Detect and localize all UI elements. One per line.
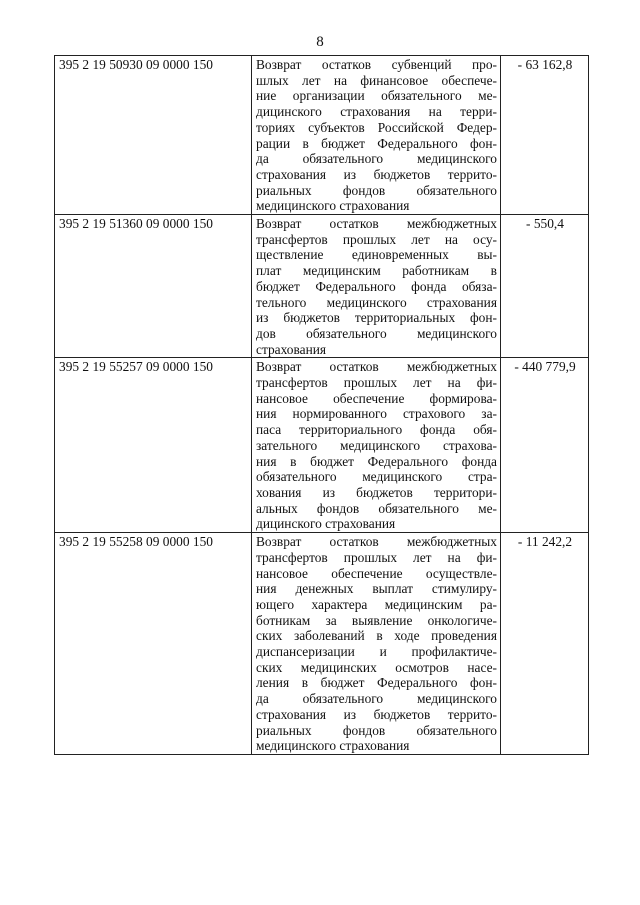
description-line: да обязательного медицинского [256,151,497,167]
table-row [55,358,589,533]
description-cell [252,533,501,755]
description-line: диспансеризации и профилактиче- [256,644,497,660]
description-line: трансфертов прошлых лет на фи- [256,549,497,565]
description-line: дицинского страхования на терри- [256,104,497,120]
amount-cell: - 11 242,2 [501,533,589,755]
description-line: рации в бюджет Федерального фон- [256,135,497,151]
description-line: Возврат остатков субвенций про- [256,57,497,72]
description-line: ских заболеваний в ходе проведения [256,628,497,644]
budget-table-body [55,56,589,755]
description-line: обязательного медицинского стра- [256,469,497,485]
description-line: страхования из бюджетов террито- [256,166,497,182]
description-line: трансфертов прошлых лет на фи- [256,375,497,391]
description-line: риальных фондов обязательного [256,182,497,198]
description-line: трансфертов прошлых лет на осу- [256,231,497,247]
amount-cell: - 63 162,8 [501,56,589,215]
description-cell [252,56,501,215]
description-line: страхования из бюджетов террито- [256,706,497,722]
page-number: 8 [316,34,324,50]
budget-table [54,55,589,755]
description-line: ния в бюджет Федерального фонда [256,453,497,469]
description-line: Возврат остатков межбюджетных [256,359,497,375]
table-row [55,533,589,755]
description-line: риальных фондов обязательного [256,722,497,738]
description-line: ления в бюджет Федерального фон- [256,675,497,691]
description-line: Возврат остатков межбюджетных [256,216,497,232]
description-line: ющего характера медицинским ра- [256,596,497,612]
amount-cell: - 550,4 [501,215,589,358]
description-line: хования из бюджетов территори- [256,484,497,500]
description-line: альных фондов обязательного ме- [256,500,497,516]
budget-code-cell: 395 2 19 55257 09 0000 150 [55,358,252,533]
description-line: ских медицинских осмотров насе- [256,659,497,675]
budget-code-cell: 395 2 19 51360 09 0000 150 [55,215,252,358]
description-line: Возврат остатков межбюджетных [256,534,497,550]
description-line: медицинского страхования [256,198,410,214]
description-line: нансовое обеспечение осуществле- [256,565,497,581]
description-line: ществление единовременных вы- [256,247,497,263]
description-line: ния денежных выплат стимулиру- [256,581,497,597]
description-line: плат медицинским работникам в [256,263,497,279]
description-line: страхования [256,341,327,357]
description-line: зательного медицинского страхова- [256,437,497,453]
description-line: дов обязательного медицинского [256,325,497,341]
description-line: медицинского страхования [256,738,410,754]
description-line: нансовое обеспечение формирова- [256,390,497,406]
description-line: бюджет Федерального фонда обяза- [256,278,497,294]
amount-cell: - 440 779,9 [501,358,589,533]
table-row [55,215,589,358]
budget-code-cell: 395 2 19 55258 09 0000 150 [55,533,252,755]
description-cell [252,215,501,358]
table-row [55,56,589,215]
description-cell [252,358,501,533]
description-line: ториях субъектов Российской Федер- [256,119,497,135]
description-line: ния нормированного страхового за- [256,406,497,422]
description-line: дицинского страхования [256,516,396,532]
description-line: из бюджетов территориальных фон- [256,310,497,326]
description-line: паса территориального фонда обя- [256,422,497,438]
description-line: ботникам за выявление онкологиче- [256,612,497,628]
budget-code-cell: 395 2 19 50930 09 0000 150 [55,56,252,215]
description-line: ние организации обязательного ме- [256,88,497,104]
description-line: да обязательного медицинского [256,691,497,707]
description-line: тельного медицинского страхования [256,294,497,310]
description-line: шлых лет на финансовое обеспече- [256,72,497,88]
